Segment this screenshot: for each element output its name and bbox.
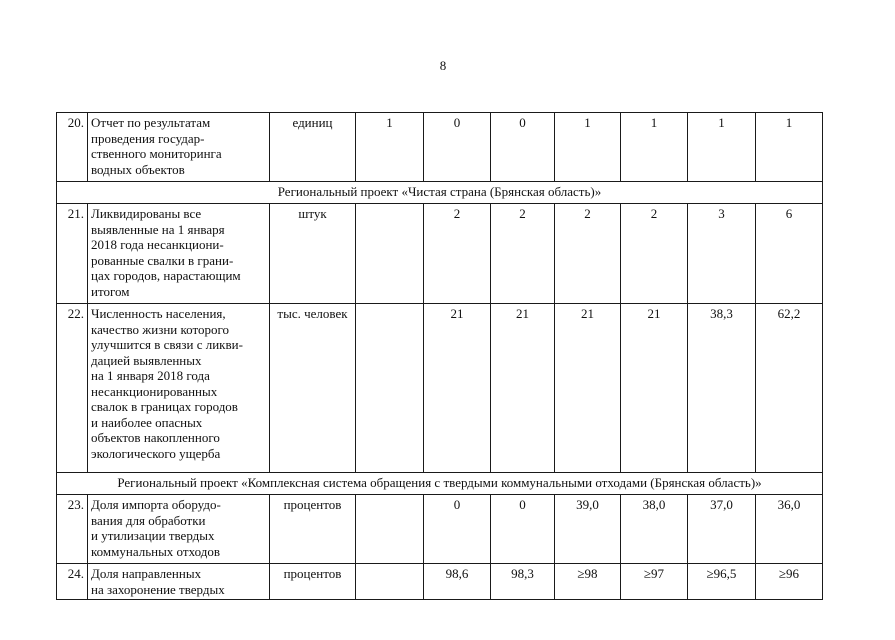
value-cell: ≥96 — [756, 564, 823, 600]
section-row — [57, 182, 823, 204]
value-cell — [356, 204, 424, 304]
page-number: 8 — [439, 58, 447, 73]
value-cell: ≥97 — [621, 564, 688, 600]
value-cell: 3 — [688, 204, 756, 304]
value-cell: 2 — [555, 204, 621, 304]
unit-cell: штук — [270, 204, 356, 304]
row-number: 20. — [57, 113, 88, 182]
value-cell: ≥96,5 — [688, 564, 756, 600]
value-cell — [356, 564, 424, 600]
value-cell: 39,0 — [555, 495, 621, 564]
indicator-name: Ликвидированы все выявленные на 1 января 2018 года несанкциони- рованные свалки в грани- цах городов, нарастающим итогом — [88, 204, 270, 304]
value-cell: 2 — [621, 204, 688, 304]
section-title: Региональный проект «Комплексная система обращения с твердыми коммунальными отходами (Брянская область)» — [57, 473, 823, 495]
value-cell: 62,2 — [756, 304, 823, 473]
unit-cell: единиц — [270, 113, 356, 182]
unit-cell: тыс. человек — [270, 304, 356, 473]
row-number: 23. — [57, 495, 88, 564]
row-number: 21. — [57, 204, 88, 304]
value-cell: 21 — [621, 304, 688, 473]
value-cell: 1 — [688, 113, 756, 182]
value-cell: 98,6 — [424, 564, 491, 600]
table-row — [57, 204, 823, 304]
row-number: 24. — [57, 564, 88, 600]
indicator-name: Численность населения, качество жизни которого улучшится в связи с ликви- дацией выявленных на 1 января 2018 года несанкционированных свалок в границах городов и наиболее опасных объектов накопленного экологического ущерба — [88, 304, 270, 473]
value-cell — [356, 495, 424, 564]
value-cell: ≥98 — [555, 564, 621, 600]
value-cell: 98,3 — [491, 564, 555, 600]
value-cell: 0 — [491, 495, 555, 564]
unit-cell: процентов — [270, 495, 356, 564]
table-row — [57, 495, 823, 564]
value-cell: 0 — [424, 495, 491, 564]
value-cell: 1 — [356, 113, 424, 182]
indicators-table — [56, 112, 823, 600]
value-cell: 2 — [491, 204, 555, 304]
value-cell: 38,3 — [688, 304, 756, 473]
value-cell: 1 — [621, 113, 688, 182]
value-cell — [356, 304, 424, 473]
value-cell: 0 — [424, 113, 491, 182]
value-cell: 36,0 — [756, 495, 823, 564]
value-cell: 2 — [424, 204, 491, 304]
value-cell: 21 — [491, 304, 555, 473]
value-cell: 38,0 — [621, 495, 688, 564]
indicator-name: Доля импорта оборудо- вания для обработки и утилизации твердых коммунальных отходов — [88, 495, 270, 564]
indicator-name: Доля направленных на захоронение твердых — [88, 564, 270, 600]
value-cell: 37,0 — [688, 495, 756, 564]
row-number: 22. — [57, 304, 88, 473]
value-cell: 0 — [491, 113, 555, 182]
section-row — [57, 473, 823, 495]
value-cell: 6 — [756, 204, 823, 304]
value-cell: 21 — [555, 304, 621, 473]
indicator-name: Отчет по результатам проведения государ- ственного мониторинга водных объектов — [88, 113, 270, 182]
table-row — [57, 564, 823, 600]
table-row — [57, 304, 823, 473]
table-row — [57, 113, 823, 182]
value-cell: 21 — [424, 304, 491, 473]
value-cell: 1 — [756, 113, 823, 182]
value-cell: 1 — [555, 113, 621, 182]
unit-cell: процентов — [270, 564, 356, 600]
section-title: Региональный проект «Чистая страна (Брянская область)» — [57, 182, 823, 204]
